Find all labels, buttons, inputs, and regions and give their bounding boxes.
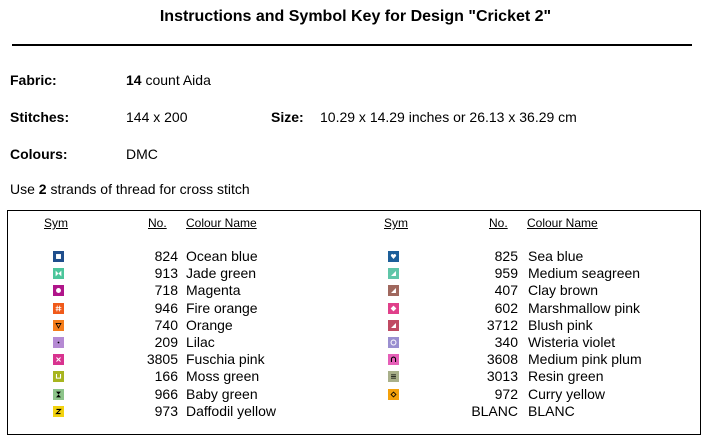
colour-name: Clay brown	[528, 282, 599, 299]
fabric-value	[126, 72, 211, 88]
colour-name: Lilac	[186, 334, 215, 350]
arch-icon	[388, 354, 399, 365]
colour-number: 407	[494, 282, 518, 299]
colour-name: Orange	[186, 316, 233, 333]
fabric-count: 14	[126, 72, 142, 88]
bowtie-icon	[53, 268, 64, 279]
colour-name: Wisteria violet	[528, 334, 616, 350]
hash-icon	[53, 303, 64, 314]
stitches-value: 144 x 200	[126, 109, 188, 125]
circle-icon	[53, 285, 64, 296]
colour-number: 602	[494, 299, 518, 316]
colour-name: Sea blue	[528, 248, 584, 264]
note-prefix: Use	[10, 181, 39, 197]
colour-name: Fuschia pink	[186, 351, 265, 368]
x-icon	[53, 354, 64, 365]
note-strands: 2	[38, 181, 47, 197]
colour-name: Medium seagreen	[528, 265, 641, 282]
colour-number: 946	[154, 299, 178, 316]
fabric-suffix: count Aida	[141, 72, 211, 88]
colour-name: Jade green	[186, 265, 257, 282]
title-divider	[12, 44, 692, 46]
colour-name: Marshmallow pink	[528, 299, 641, 316]
colour-name: Baby green	[186, 385, 258, 402]
colour-number: 825	[494, 248, 518, 264]
stitches-label: Stitches:	[10, 109, 70, 125]
header-name-right: Colour Name	[527, 216, 598, 230]
colour-name: Blush pink	[528, 316, 593, 333]
header-sym-right: Sym	[384, 216, 408, 230]
colour-number: 3712	[486, 316, 518, 333]
colour-name: Ocean blue	[186, 248, 258, 264]
colour-number: 740	[154, 316, 178, 333]
colours-label: Colours:	[10, 146, 68, 162]
diamond-icon	[388, 303, 399, 314]
note-suffix: strands of thread for cross stitch	[46, 181, 250, 197]
colour-number: 959	[494, 265, 518, 282]
colour-number: 973	[154, 402, 178, 419]
header-no-left: No.	[148, 216, 167, 230]
dot-icon	[53, 337, 64, 348]
colour-number: 718	[154, 282, 178, 299]
size-label: Size:	[271, 109, 304, 125]
blank-icon	[388, 406, 399, 417]
colour-name: Moss green	[186, 368, 260, 385]
header-name-left: Colour Name	[186, 216, 257, 230]
bars-icon	[388, 371, 399, 382]
colour-number: 966	[154, 385, 178, 402]
heart-icon	[388, 251, 399, 262]
u-icon	[53, 371, 64, 382]
page-title: Instructions and Symbol Key for Design "Cricket 2"	[159, 8, 552, 25]
colour-name: Medium pink plum	[528, 351, 642, 368]
colour-name: BLANC	[528, 402, 575, 419]
colour-name: Fire orange	[186, 299, 258, 316]
thread-note	[10, 181, 250, 197]
down-triangle-icon	[53, 320, 64, 331]
colour-name: Curry yellow	[528, 385, 606, 402]
colour-number: BLANC	[471, 402, 518, 419]
colour-name: Resin green	[528, 368, 604, 385]
corner-triangle-icon	[388, 268, 399, 279]
square-outline-icon	[53, 251, 64, 262]
ring-icon	[388, 337, 399, 348]
header-sym-left: Sym	[44, 216, 68, 230]
corner-triangle-icon	[388, 320, 399, 331]
colour-number: 340	[494, 334, 518, 350]
fabric-label: Fabric:	[10, 72, 57, 88]
colours-value: DMC	[126, 146, 158, 162]
hourglass-icon	[53, 389, 64, 400]
colour-number: 3608	[486, 351, 518, 368]
diamond-outline-icon	[388, 389, 399, 400]
colour-number: 824	[154, 248, 178, 264]
z-icon	[53, 406, 64, 417]
colour-name: Magenta	[186, 282, 241, 299]
colour-number: 209	[154, 334, 178, 350]
size-value: 10.29 x 14.29 inches or 26.13 x 36.29 cm	[320, 109, 577, 125]
colour-number: 3805	[146, 351, 178, 368]
header-no-right: No.	[489, 216, 508, 230]
colour-number: 166	[154, 368, 178, 385]
colour-number: 3013	[486, 368, 518, 385]
corner-triangle-icon	[388, 285, 399, 296]
colour-number: 972	[494, 385, 518, 402]
colour-name: Daffodil yellow	[186, 402, 277, 419]
colour-number: 913	[154, 265, 178, 282]
